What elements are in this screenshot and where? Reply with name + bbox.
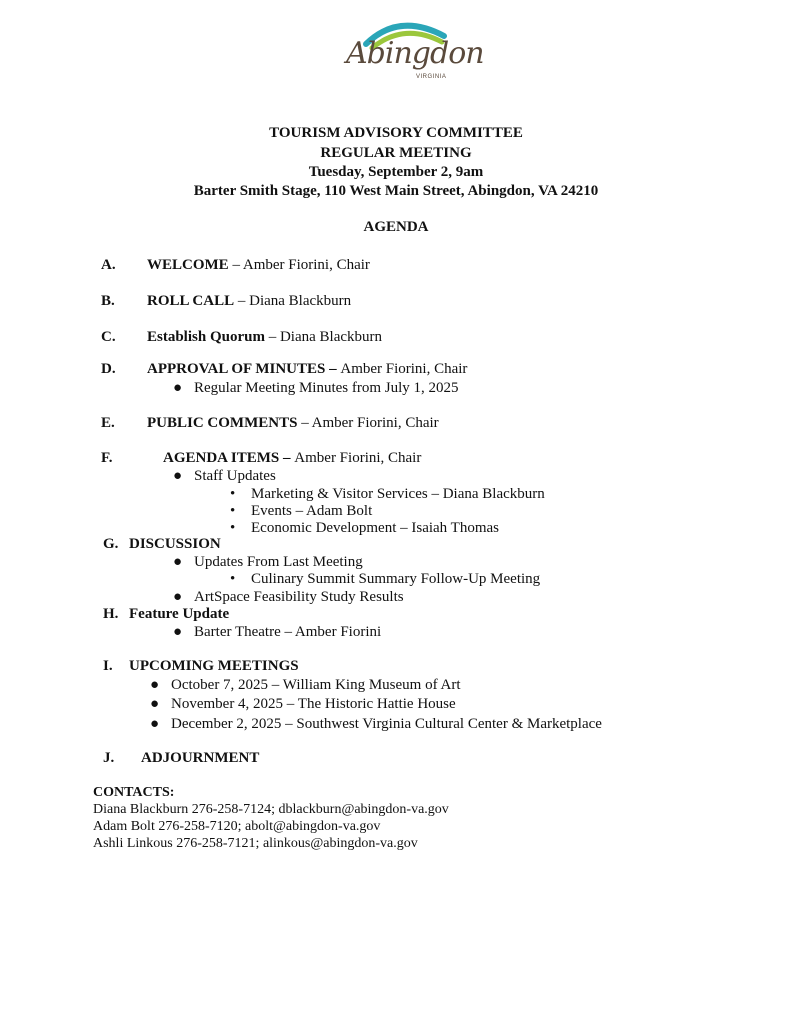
item-title: AGENDA ITEMS – (163, 450, 295, 466)
item-letter: A. (101, 257, 116, 273)
list-item: Barter Theatre – Amber Fiorini (194, 624, 382, 640)
agenda-item-discussion: DISCUSSION (129, 536, 221, 552)
item-letter: E. (101, 415, 115, 431)
list-item: December 2, 2025 – Southwest Virginia Cultural Center & Marketplace (171, 716, 602, 732)
item-title: Establish Quorum (147, 329, 265, 345)
item-letter: I. (103, 658, 113, 674)
item-presenter: – Amber Fiorini, Chair (228, 257, 370, 273)
item-letter: B. (101, 293, 115, 309)
item-letter: J. (103, 750, 115, 766)
item-letter: H. (103, 606, 119, 622)
logo-subtitle: VIRGINIA (416, 74, 447, 80)
item-letter: F. (101, 450, 113, 466)
item-presenter: – Diana Blackburn (234, 293, 352, 309)
item-presenter: Amber Fiorini, Chair (294, 450, 422, 466)
item-letter: G. (103, 536, 119, 552)
agenda-item-quorum (147, 329, 382, 346)
list-item: Updates From Last Meeting (194, 554, 363, 570)
agenda-item-feature-update: Feature Update (129, 606, 230, 622)
bullet-icon: • (230, 486, 236, 502)
bullet-icon: ● (150, 696, 160, 712)
agenda-item-minutes (147, 361, 467, 378)
agenda-item-agenda-items (163, 450, 421, 467)
meeting-date: Tuesday, September 2, 9am (308, 164, 484, 180)
logo-wordmark: Abingdon (346, 36, 484, 71)
abingdon-logo (344, 14, 484, 88)
bullet-icon: ● (150, 677, 160, 693)
bullet-icon: ● (173, 554, 183, 570)
bullet-icon: ● (173, 380, 183, 396)
contacts-block (93, 784, 449, 852)
bullet-icon: • (230, 571, 236, 587)
bullet-icon: ● (173, 589, 183, 605)
item-presenter: – Amber Fiorini, Chair (297, 415, 439, 431)
item-presenter: Amber Fiorini, Chair (340, 361, 468, 377)
agenda-item-public-comments (147, 415, 439, 432)
item-title: PUBLIC COMMENTS (147, 415, 298, 431)
bullet-icon: ● (173, 624, 183, 640)
bullet-icon: ● (173, 468, 183, 484)
list-item: ArtSpace Feasibility Study Results (194, 589, 404, 605)
bullet-icon: • (230, 503, 236, 519)
list-item: Regular Meeting Minutes from July 1, 2025 (194, 380, 459, 396)
list-item: November 4, 2025 – The Historic Hattie House (171, 696, 456, 712)
contact-line: Diana Blackburn 276-258-7124; dblackburn@abingdon-va.gov (93, 802, 449, 817)
bullet-icon: ● (150, 716, 160, 732)
item-letter: D. (101, 361, 116, 377)
contact-line: Adam Bolt 276-258-7120; abolt@abingdon-va.gov (93, 819, 381, 834)
meeting-location: Barter Smith Stage, 110 West Main Street, Abingdon, VA 24210 (193, 183, 599, 199)
agenda-heading: AGENDA (363, 219, 429, 235)
committee-title: TOURISM ADVISORY COMMITTEE (269, 125, 523, 141)
list-item: Economic Development – Isaiah Thomas (251, 520, 499, 536)
meeting-type: REGULAR MEETING (320, 145, 472, 161)
item-title: APPROVAL OF MINUTES – (147, 361, 341, 377)
agenda-item-adjournment: ADJOURNMENT (141, 750, 260, 766)
agenda-item-roll-call (147, 293, 351, 310)
bullet-icon: • (230, 520, 236, 536)
contact-line: Ashli Linkous 276-258-7121; alinkous@abingdon-va.gov (93, 836, 418, 851)
list-item: Marketing & Visitor Services – Diana Blackburn (251, 486, 545, 502)
agenda-item-welcome (147, 257, 370, 274)
item-presenter: – Diana Blackburn (264, 329, 383, 345)
item-letter: C. (101, 329, 116, 345)
list-item: Culinary Summit Summary Follow-Up Meeting (251, 571, 541, 587)
agenda-item-upcoming-meetings: UPCOMING MEETINGS (129, 658, 299, 674)
list-item: October 7, 2025 – William King Museum of Art (171, 677, 461, 693)
contacts-heading: CONTACTS: (93, 785, 175, 800)
list-item: Events – Adam Bolt (251, 503, 373, 519)
item-title: ROLL CALL (147, 293, 235, 309)
item-title: WELCOME (147, 257, 229, 273)
list-item: Staff Updates (194, 468, 276, 484)
